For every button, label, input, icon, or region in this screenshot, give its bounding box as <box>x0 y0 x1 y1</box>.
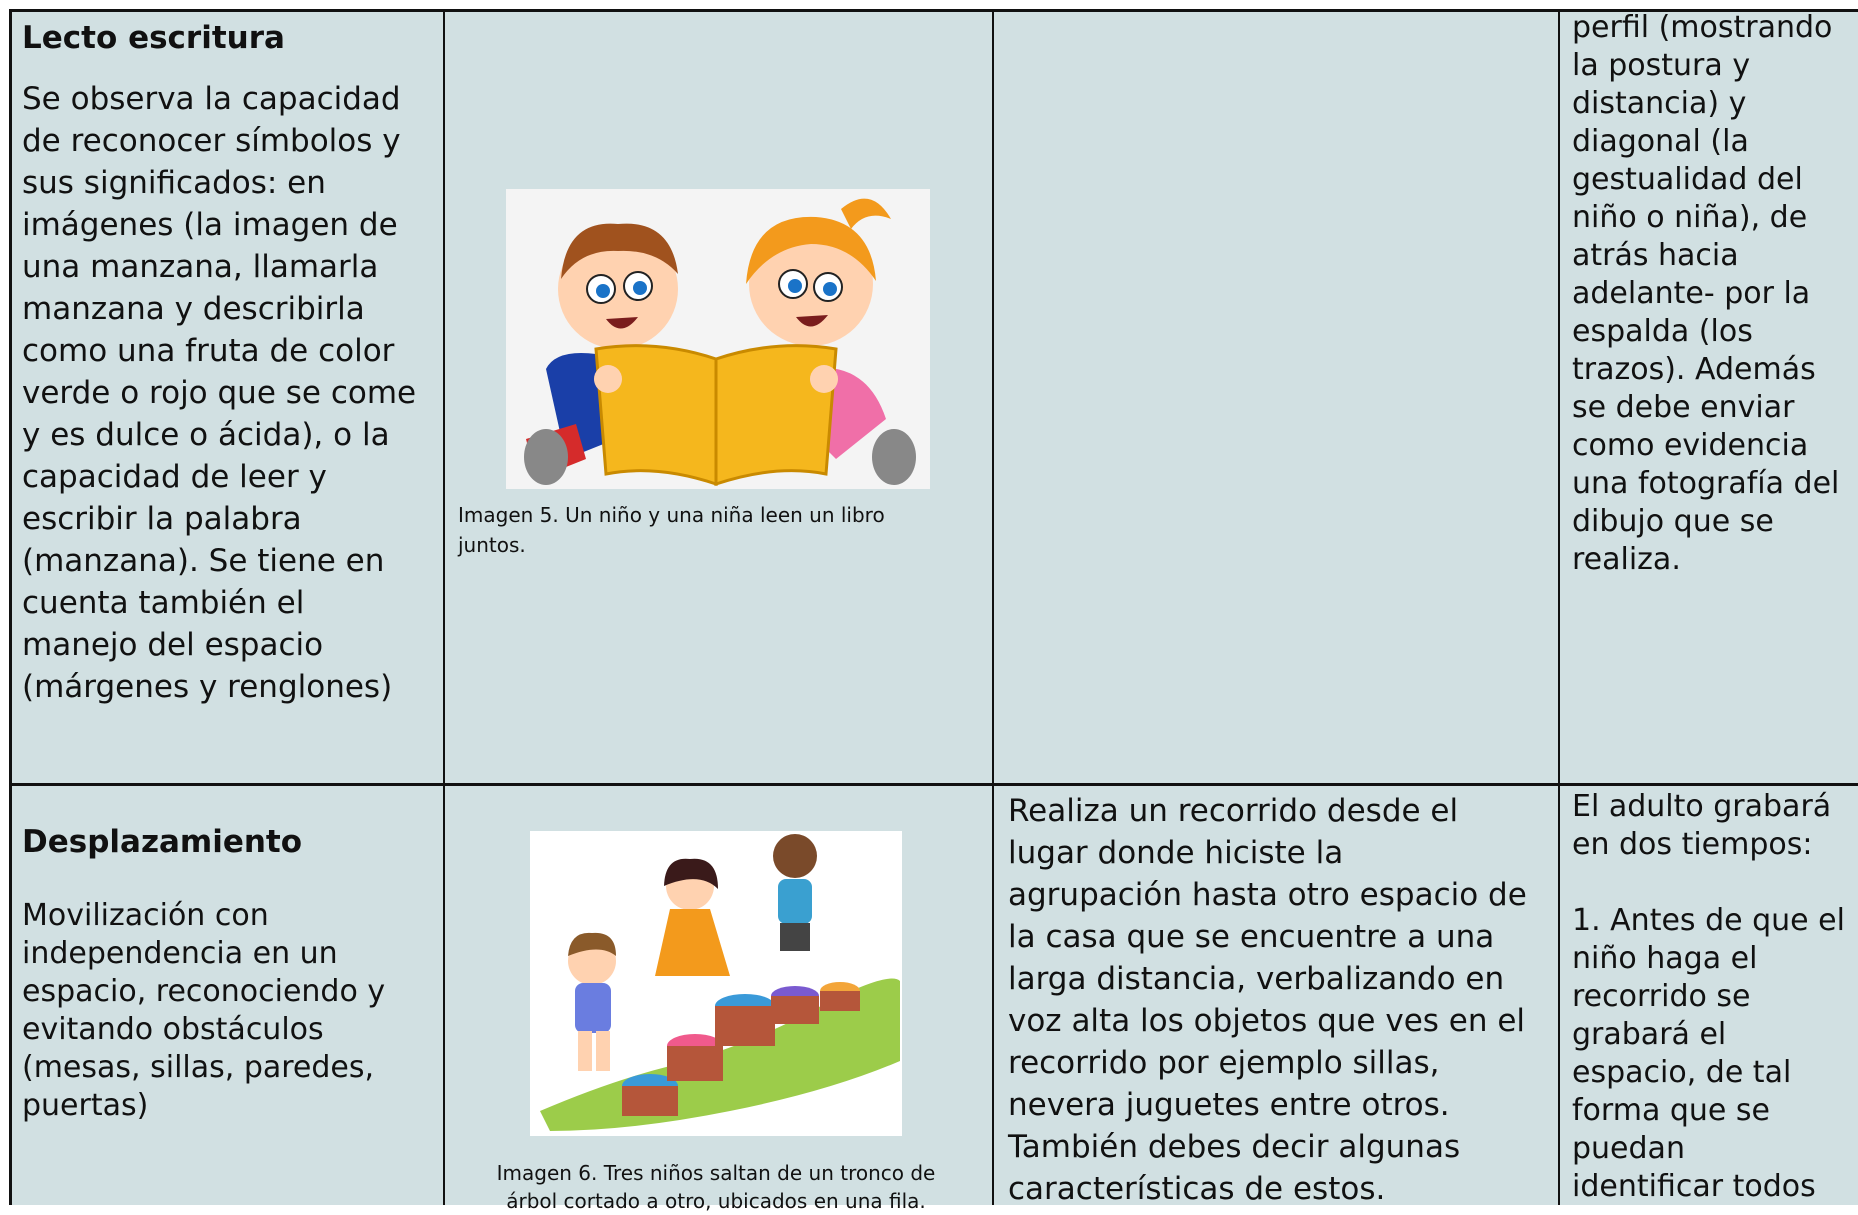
row-2-evidence-cell <box>1572 788 1858 1206</box>
activity-table <box>9 9 1858 1213</box>
row-1-activity-cell <box>996 12 1556 783</box>
row-1-image-caption: Imagen 5. Un niño y una niña leen un libro juntos. <box>458 503 885 557</box>
row-2-image-cell <box>446 786 992 1213</box>
row-2-description-cell <box>22 822 442 1125</box>
column-divider <box>1558 12 1560 1205</box>
row-2-title: Desplazamiento <box>22 824 303 860</box>
row-2-image-caption: Imagen 6. Tres niños saltan de un tronco de árbol cortado a otro, ubicados en una fila. <box>496 1161 936 1213</box>
row-1-evidence-cell <box>1572 9 1858 579</box>
row-1-title: Lecto escritura <box>22 20 285 56</box>
row-2-description: Movilización con independencia en un espacio, reconociendo y evitando obstáculos (mesas, sillas, paredes, puertas) <box>22 898 386 1123</box>
row-2-activity: Realiza un recorrido desde el lugar donde hiciste la agrupación hasta otro espacio de la casa que se encuentre a una larga distancia, verbalizando en voz alta los objetos que ves en el recorrido por ejemplo sillas, nevera juguetes entre otros. También debes decir algunas características de estos. <box>1008 793 1527 1207</box>
row-2-activity-cell <box>1008 790 1556 1210</box>
children-jumping-logs-image <box>530 831 902 1136</box>
column-divider <box>992 12 994 1205</box>
row-1-description-cell <box>22 18 442 708</box>
row-1-evidence: perfil (mostrando la postura y distancia) y diagonal (la gestualidad del niño o niña), de atrás hacia adelante- por la espalda (los trazos). Además se debe enviar como evidencia una fotografía del dibujo que se realiza. <box>1572 10 1840 577</box>
row-1-description: Se observa la capacidad de reconocer símbolos y sus significados: en imágenes (la imagen de una manzana, llamarla manzana y describirla como una fruta de color verde o rojo que se come y es dulce o ácida), o la capacidad de leer y escribir la palabra (manzana). Se tiene en cuenta también el manejo del espacio (márgenes y renglones) <box>22 81 417 705</box>
row-2-evidence: El adulto grabará en dos tiempos: 1. Antes de que el niño haga el recorrido se grabará el espacio, de tal forma que se puedan identificar todos <box>1572 789 1845 1204</box>
children-reading-book-image <box>506 189 930 489</box>
column-divider <box>443 12 445 1205</box>
row-1-image-cell <box>446 12 992 783</box>
